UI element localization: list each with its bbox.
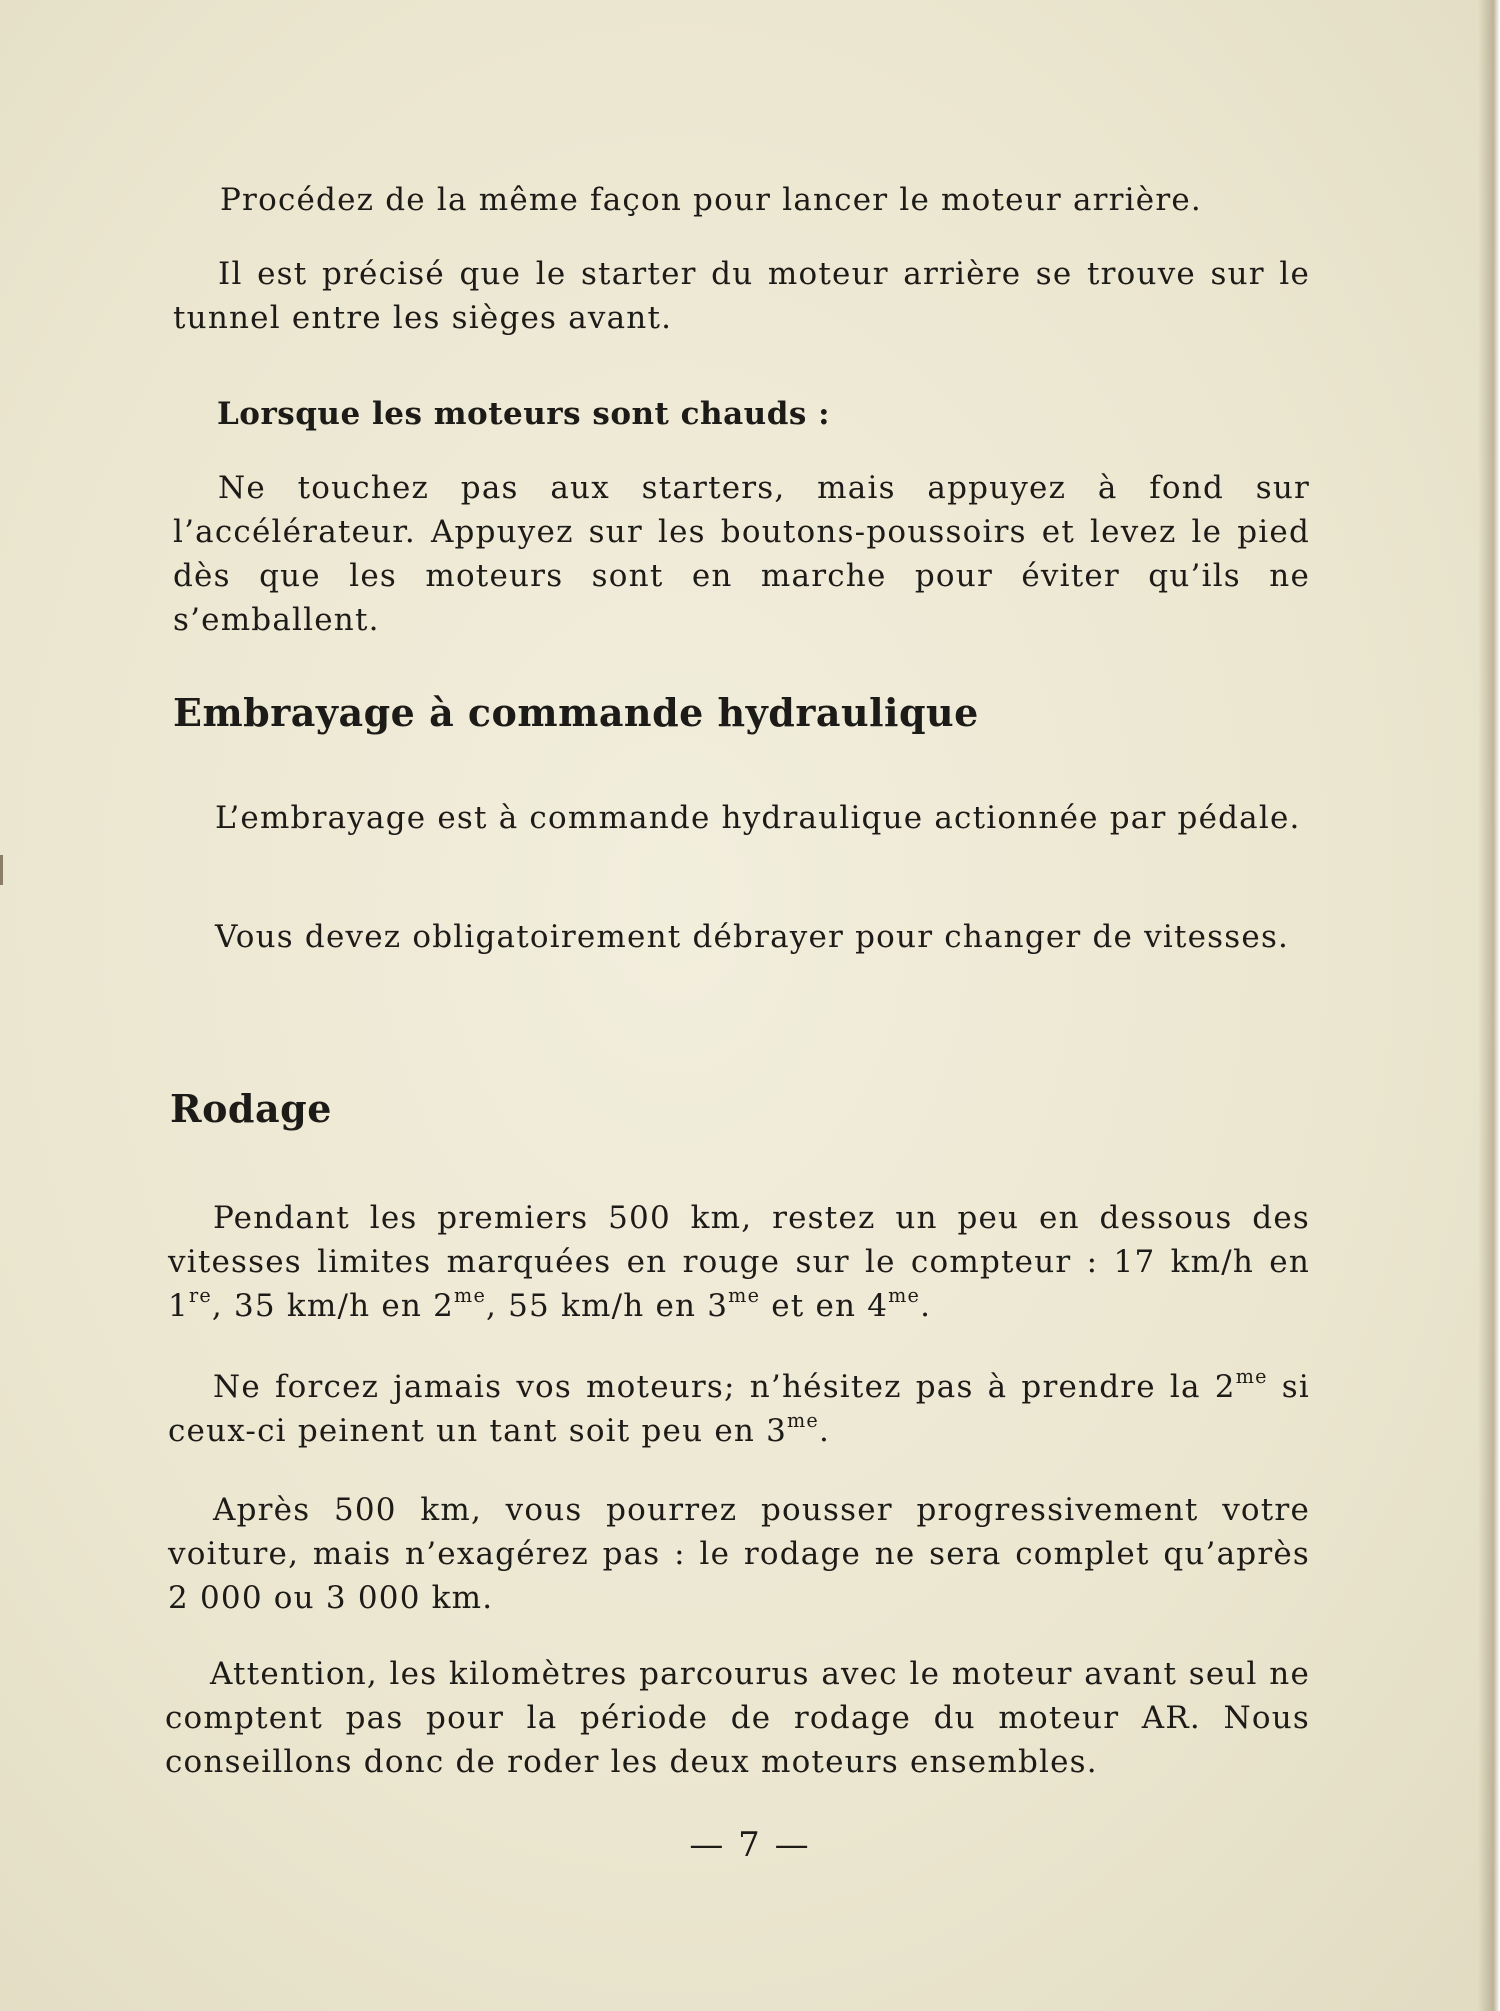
paragraph-declutch: Vous devez obligatoirement débrayer pour changer de vitesses. [215, 919, 1290, 955]
paragraph-rear-engine: Procédez de la même façon pour lancer le moteur arrière. [220, 182, 1202, 218]
paragraph-after-500km: Après 500 km, vous pourrez pousser progressivement votre voiture, mais n’exagérez pas : le rodage ne sera complet qu’après 2 000 ou 3 000 km. [168, 1492, 1310, 1616]
paragraph-hot-start: Ne touchez pas aux starters, mais appuyez à fond sur l’accélérateur. Appuyez sur les boutons-poussoirs et levez le pied dès que les moteurs sont en marche pour éviter qu’ils ne s’emballent. [173, 470, 1310, 638]
margin-mark [0, 855, 3, 885]
paragraph-starter-location: Il est précisé que le starter du moteur arrière se trouve sur le tunnel entre les sièges avant. [173, 256, 1310, 336]
paragraph-no-forcing: Ne forcez jamais vos moteurs; n’hésitez pas à prendre la $2^{me}$ si ceux-ci peinent un tant soit peu en $3^{me}$. [168, 1364, 1310, 1449]
subheading-hot-engines: Lorsque les moteurs sont chauds : [217, 396, 831, 432]
paragraph-speed-limits: Pendant les premiers 500 km, restez un peu en dessous des vitesses limites marquées en rouge sur le compteur : 17 km/h en 1re, 35 km/h en $2^{me}$, 55 km/h en $3^{me}$ et en $4^{me}$. [168, 1200, 1310, 1324]
heading-clutch: Embrayage à commande hydraulique [173, 690, 979, 735]
page-edge [1478, 0, 1500, 2011]
paragraph-clutch-hydraulic: L’embrayage est à commande hydraulique actionnée par pédale. [215, 800, 1301, 836]
page-number: — 7 — [689, 1825, 811, 1865]
paragraph-attention: Attention, les kilomètres parcourus avec le moteur avant seul ne comptent pas pour la période de rodage du moteur AR. Nous conseillons donc de roder les deux moteurs ensembles. [165, 1656, 1310, 1780]
heading-rodage: Rodage [170, 1086, 332, 1131]
